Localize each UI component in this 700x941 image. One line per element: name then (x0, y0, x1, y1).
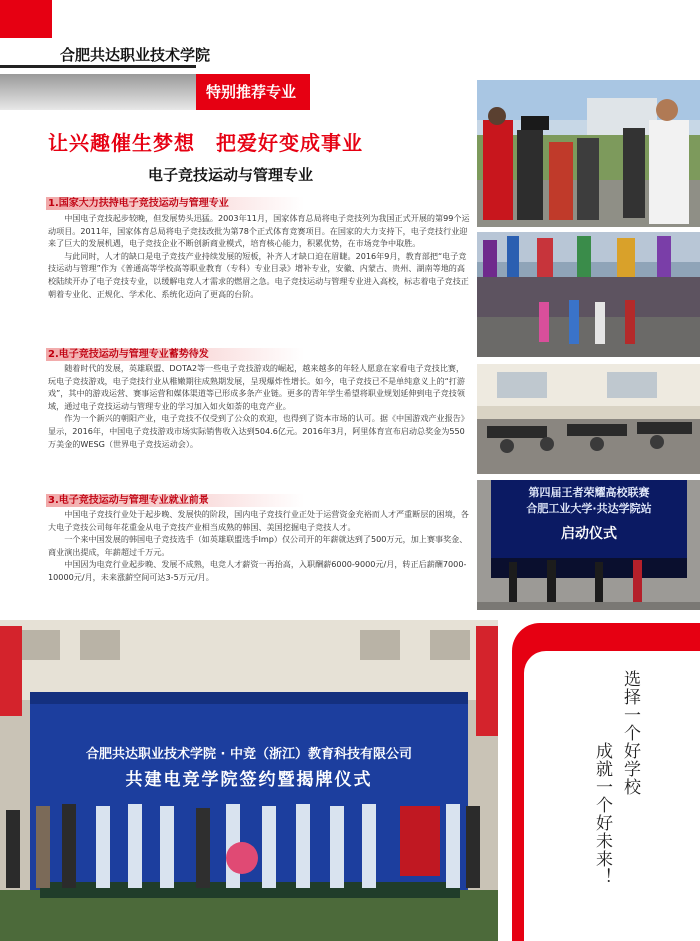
photo-interview (477, 80, 700, 227)
stage-text-line3: 启动仪式 (561, 526, 617, 542)
recommend-tag: 特别推荐专业 (196, 74, 310, 110)
stage-text-line2: 合肥工业大学·共达学院站 (526, 502, 652, 515)
section-2-para-2: 作为一个新兴的朝阳产业，电子竞技不仅受到了公众的欢迎，也得到了资本市场的认可。据《中国游戏产业报告》显示，2016年，中国电子竞技游戏市场实际销售收入达到504.6亿元。2016年3月，阿里体育宣布启动总奖金为550万美金的WESG（世界电子竞技运动会）。 (48, 413, 469, 449)
header-red-block (0, 0, 52, 38)
section-1-body (48, 212, 472, 300)
section-3-para-1: 中国电子竞技行业处于起步晚、发展快的阶段，国内电子竞技行业正处于运营资金充裕而人才严重断层的困境，各大电子竞技公司每年花重金从电子竞技产业相当成熟的韩国、美国挖掘电子竞技人才。 (48, 509, 469, 532)
header-gray-bar (0, 74, 196, 110)
photo-classroom (477, 364, 700, 474)
photo-signing-ceremony (0, 620, 498, 941)
photo-launch-ceremony (477, 480, 700, 610)
banner-line1: 合肥共达职业技术学院 · 中竞（浙江）教育科技有限公司 (86, 747, 412, 762)
slogan: 让兴趣催生梦想 把爱好变成事业 (48, 131, 363, 155)
section-1-para-2: 与此同时，人才的缺口是电子竞技产业持续发展的短板，补齐人才缺口迫在眉睫。2016年9月，教育部把“电子竞技运动与管理”作为《普通高等学校高等职业教育（专科）专业目录》增补专业，安徽、内蒙古、贵州、湖南等地的高校陆续开办了电子竞技专业，以缓解电竞人才需求的燃眉之急。电子竞技运动与管理专业进入高校，标志着电子竞技正朝着专业化、正规化、学术化、系统化迈向了更高的台阶。 (48, 250, 469, 299)
section-3-body (48, 508, 472, 584)
photo-cosplay-crowd (477, 232, 700, 357)
banner-line2: 共建电竞学院签约暨揭牌仪式 (125, 770, 373, 790)
promo-line1: 选择一个好学校 (620, 670, 640, 796)
major-title: 电子竞技运动与管理专业 (148, 166, 314, 184)
section-2-para-1: 随着时代的发展，英雄联盟、DOTA2等一些电子竞技游戏的崛起，越来越多的年轻人愿意在家看电子竞技比赛，玩电子竞技游戏，电子竞技行业从稚嫩期往成熟期发展，呈现爆炸性增长。如今，电子竞技已不是单纯意义上的“打游戏”，其中的游戏运营、赛事运营和媒体渠道等已形成多条产业链。更多的青年学生希望将职业规划延伸到电子竞技领域，通过电子竞技运动与管理专业的学习加入如火如荼的电竞产业。 (48, 363, 465, 411)
header-rule (0, 65, 196, 68)
section-1-heading: 1.国家大力扶持电子竞技运动与管理专业 (46, 197, 304, 210)
section-1-para-1: 中国电子竞技起步较晚，但发展势头迅猛。2003年11月，国家体育总局将电子竞技列为我国正式开展的第99个运动项目。2011年，国家体育总局将电子竞技改批为第78个正式体育竞赛项目。在国家的大力支持下，电子竞技行业迎来了巨大的发展机遇，电子竞技企业不断创新商业模式，培育核心能力，积累优势，在市场竞争中取胜。 (48, 213, 470, 249)
section-3-heading: 3.电子竞技运动与管理专业就业前景 (46, 494, 304, 507)
section-2-body (48, 362, 472, 450)
section-3-para-2: 一个来中国发展的韩国电子竞技选手（如英雄联盟选手Imp）仅公司开的年薪就达到了500万元，加上赛事奖金、商业演出提成，年薪超过千万元。 (48, 534, 468, 557)
promo-line2: 成就一个好未来！ (592, 742, 612, 886)
stage-text-line1: 第四届王者荣耀高校联赛 (528, 486, 650, 499)
section-2-heading: 2.电子竞技运动与管理专业蓄势待发 (46, 348, 304, 361)
section-3-para-3: 中国因为电竞行业起步晚、发展不成熟，电竞人才薪资一再抬高，入职酬薪6000-9000元/月，转正后薪酬7000-10000元/月，未来涨薪空间可达3-5万元/月。 (48, 559, 467, 582)
school-name: 合肥共达职业技术学院 (60, 46, 211, 64)
